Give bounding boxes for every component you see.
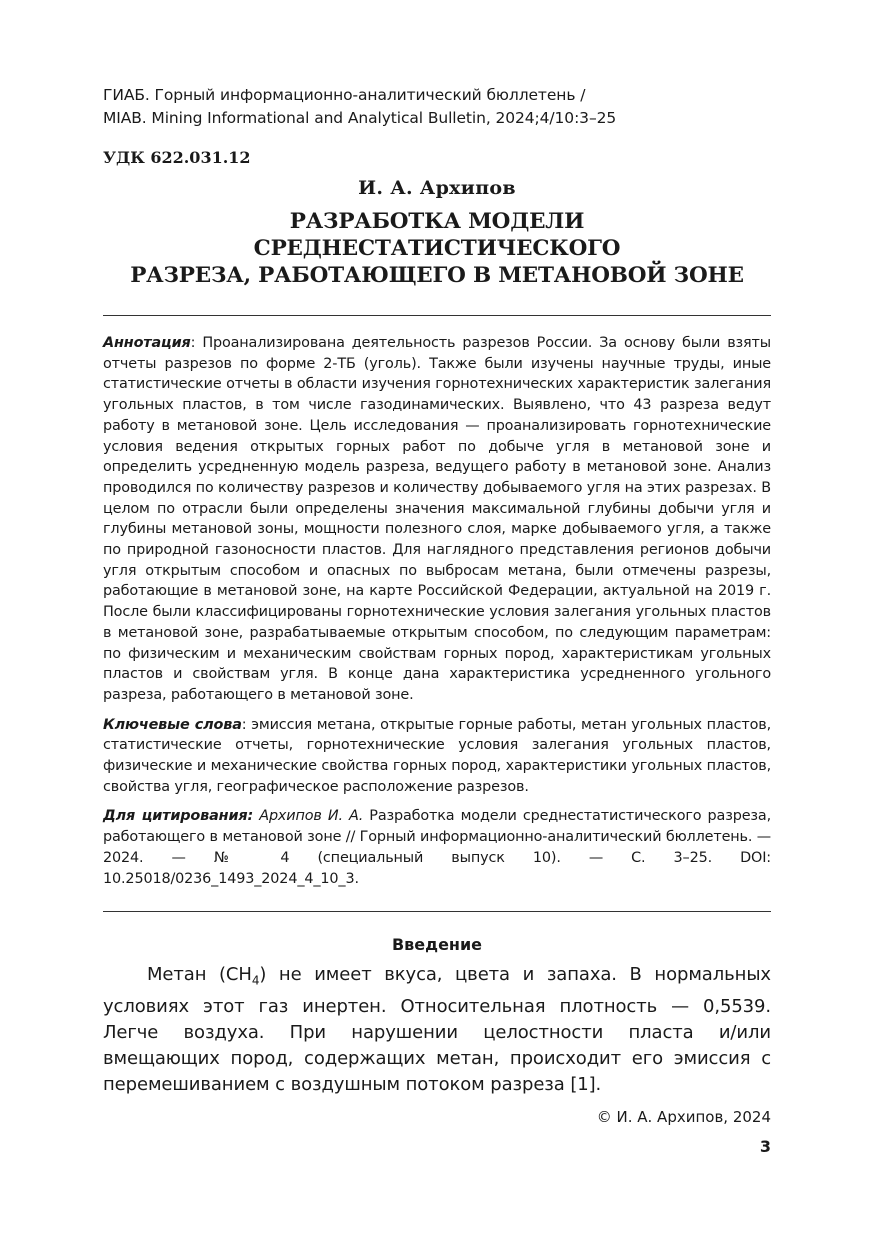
journal-header-en: MIAB. Mining Informational and Analytical Bulletin, 2024;4/10:3–25 [103,109,617,127]
article-title-line-2: РАЗРЕЗА, РАБОТАЮЩЕГО В МЕТАНОВОЙ ЗОНЕ [130,263,744,288]
keywords-text: : эмиссия метана, открытые горные работы, метан угольных пластов, статистические отчеты, горнотехнические условия залегания угольных пластов, физические и механические свойства горных пород, характеристики угольных пластов, свойства угля, географическое расположение разрезов. [103,716,771,795]
journal-header-ru: ГИАБ. Горный информационно-аналитический бюллетень / [103,86,586,104]
citation-text: Разработка модели среднестатистического разреза, работающего в метановой зоне // Горный информационно-аналитический бюллетень. — 2024. — № 4 (специальный выпуск 10). — С. 3–25. DOI: 10.25018/0236_1493_2024_4_10_3. [103,808,771,887]
intro-subscript: 4 [251,973,260,988]
intro-text-start: Метан (CH [147,964,252,986]
intro-text-rest: ) не имеет вкуса, цвета и запаха. В нормальных условиях этот газ инертен. Относительная плотность — 0,5539. Легче воздуха. При нарушении целостности пласта и/или вмещающих пород, содержащих метан, происходит его эмиссия с перемешиванием с воздушным потоком разреза [1]. [103,964,771,1095]
abstract-text: : Проанализирована деятельность разрезов России. За основу были взяты отчеты разрезов по форме 2-ТБ (уголь). Также были изучены научные труды, иные статистические отчеты в области изучения горнотехнических характеристик залегания угольных пластов, в том числе газодинамических. Выявлено, что 43 разреза ведут работу в метановой зоне. Цель исследования — проанализировать горнотехнические условия ведения открытых горных работ по добыче угля в метановой зоне и определить усредненную модель разреза, ведущего работу в метановой зоне. Анализ проводился по количеству разрезов и количеству добываемого угля на этих разрезах. В целом по отрасли были определены значения максимальной глубины добычи угля и глубины метановой зоны, мощности полезного слоя, марке добываемого угля, а также по природной газоносности пластов. Для наглядного представления регионов добычи угля открытым способом и опасных по выбросам метана, были отмечены разрезы, работающие в метановой зоне, на карте Российской Федерации, актуальной на 2019 г. После были классифицированы горнотехнические условия залегания угольных пластов в метановой зоне, разрабатываемые открытым способом, по следующим параметрам: по физическим и механическим свойствам горных пород, характеристикам угольных пластов и свойствам угля. В конце дана характеристика усредненного угольного разреза, работающего в метановой зоне. [103,335,771,703]
article-title [103,208,771,289]
article-title-line-1: РАЗРАБОТКА МОДЕЛИ СРЕДНЕСТАТИСТИЧЕСКОГО [253,209,621,261]
intro-heading: Введение [391,935,483,955]
keywords [103,715,771,798]
divider-top [103,315,771,316]
author-name: И. А. Архипов [358,177,516,199]
abstract-block [103,333,771,889]
page-number: 3 [759,1137,771,1156]
keywords-label: Ключевые слова [103,716,242,733]
citation [103,806,771,889]
abstract [103,333,771,706]
udk-code: УДК 622.031.12 [103,148,251,167]
citation-label: Для цитирования: [103,808,254,825]
abstract-label: Аннотация [103,335,191,351]
divider-bottom [103,911,771,912]
intro-paragraph [103,962,771,1098]
journal-header [103,84,771,130]
copyright: © И. А. Архипов, 2024 [596,1108,771,1126]
paper-page [103,84,771,1098]
citation-author: Архипов И. А. [259,808,364,825]
